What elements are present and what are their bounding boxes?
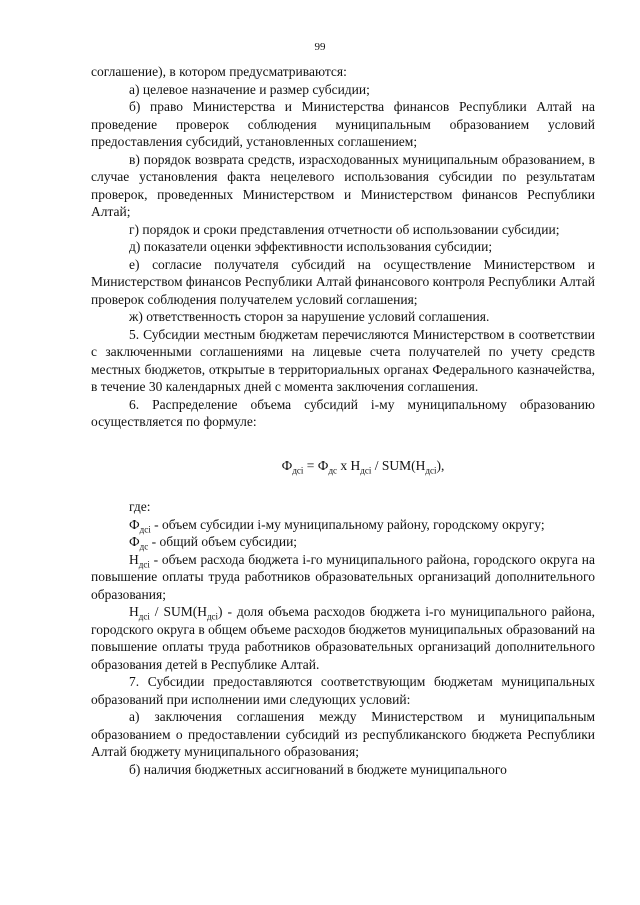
paragraph: д) показатели оценки эффективности использования субсидии; bbox=[129, 239, 493, 254]
paragraph: е) согласие получателя субсидий на осуществление Министерством и Министерством финансов Республики Алтай финансового контроля Республики Алтай проверок соблюдения получателем условий соглашения; bbox=[91, 256, 595, 307]
paragraph: 7. Субсидии предоставляются соответствующим бюджетам муниципальных образований при исполнении ими следующих условий: bbox=[91, 674, 595, 707]
formula: $Ф_{дсi} = Ф_{дс}$ x $Н_{дсi} / SUM(Н_{дсi})$, bbox=[281, 457, 445, 476]
document-body bbox=[91, 63, 595, 778]
paragraph: б) право Министерства и Министерства финансов Республики Алтай на проведение проверок соблюдения муниципальным образованием условий предоставления субсидий, установленных соглашением; bbox=[91, 99, 595, 149]
paragraph: в) порядок возврата средств, израсходованных муниципальным образованием, в случае установления факта нецелевого использования субсидии по результатам проверок, проведенных Министерством и Министерством финансов Республики Алтай; bbox=[91, 151, 595, 219]
paragraph: б) наличия бюджетных ассигнований в бюджете муниципального bbox=[129, 761, 507, 777]
paragraph: ж) ответственность сторон за нарушение условий соглашения. bbox=[129, 309, 490, 324]
where-label: где: bbox=[129, 499, 151, 514]
paragraph: соглашение), в котором предусматриваются: bbox=[91, 64, 347, 79]
paragraph: 6. Распределение объема субсидий i-му муниципальному образованию осуществляется по формуле: bbox=[91, 396, 595, 429]
definition: $Ф_{дс}$ - общий объем субсидии; bbox=[129, 534, 298, 552]
paragraph: г) порядок и сроки представления отчетности об использовании субсидии; bbox=[129, 221, 560, 237]
definition: $Н_{дсi} / SUM(Н_{дсi})$ - доля объема расходов бюджета i-го муниципального района, городского округа в общем объеме расходов бюджетов муниципальных образований на повышение оплаты труда работников образовательных организаций дополнительного образования детей в Республике Алтай. bbox=[91, 604, 595, 672]
paragraph: 5. Субсидии местным бюджетам перечисляются Министерством в соответствии с заключенными соглашениями на лицевые счета получателей по учету средств местных бюджетов, открытые в территориальных органах Федерального казначейства, в течение 30 календарных дней с момента заключения соглашения. bbox=[91, 326, 595, 394]
paragraph: а) заключения соглашения между Министерством и муниципальным образованием о предоставлении субсидий из республиканского бюджета Республики Алтай бюджету муниципального образования; bbox=[91, 709, 595, 759]
page-number: 99 bbox=[314, 41, 326, 53]
definition: $Н_{дсi}$ - объем расхода бюджета i-го муниципального района, городского округа на повышение оплаты труда работников образовательных организаций дополнительного образования; bbox=[91, 551, 595, 602]
paragraph: а) целевое назначение и размер субсидии; bbox=[129, 81, 370, 97]
definition: $Ф_{дсi}$ - объем субсидии i-му муниципальному району, городскому округу; bbox=[129, 516, 545, 535]
